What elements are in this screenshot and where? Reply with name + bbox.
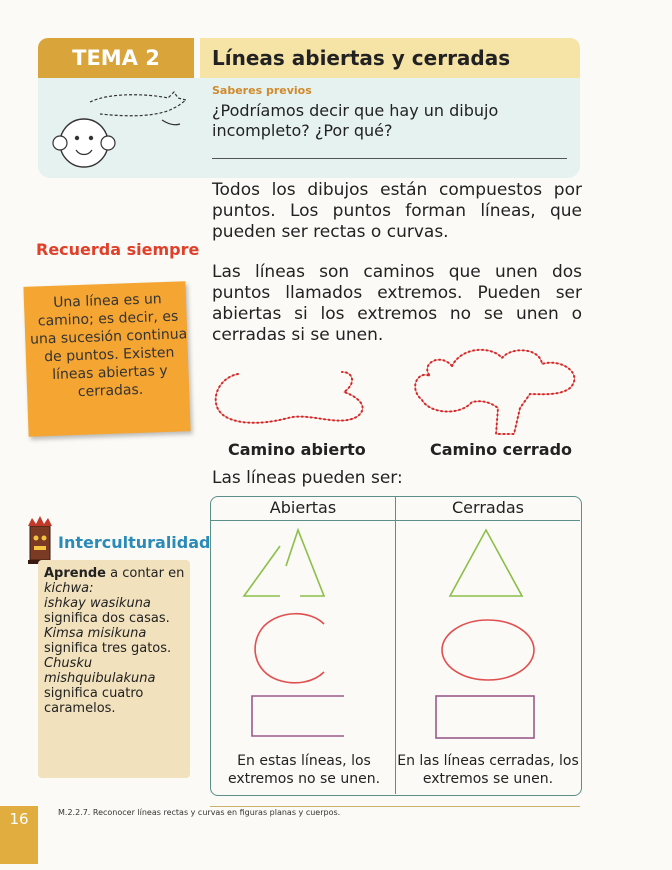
lines-intro: Las líneas pueden ser: bbox=[212, 468, 403, 488]
closed-ellipse bbox=[442, 620, 534, 680]
column-header-abiertas: Abiertas bbox=[269, 498, 337, 517]
tema-label: TEMA 2 bbox=[72, 46, 160, 70]
page-number: 16 bbox=[9, 810, 29, 828]
camino-abierto-label: Camino abierto bbox=[228, 440, 366, 459]
closed-path-drawing bbox=[400, 344, 590, 440]
interculturalidad-text bbox=[44, 566, 190, 716]
inter-lead-bold: Aprende bbox=[44, 566, 106, 581]
caption-abiertas: En estas líneas, los extremos no se unen. bbox=[227, 753, 381, 787]
closed-shapes bbox=[426, 526, 546, 748]
page-title: Líneas abiertas y cerradas bbox=[212, 46, 511, 70]
inter-p1-italic: ishkay wasikuna bbox=[44, 596, 151, 611]
saberes-question: ¿Podríamos decir que hay un dibujo incompleto? ¿Por qué? bbox=[212, 101, 499, 140]
open-shapes bbox=[240, 526, 360, 748]
monkey-pigeon-icon bbox=[50, 88, 200, 176]
inter-p3-italic: Chusku mishquibulakuna bbox=[44, 656, 156, 686]
open-triangle bbox=[244, 530, 324, 596]
closed-rectangle bbox=[436, 696, 534, 738]
inter-lead-rest: a contar en bbox=[105, 566, 185, 581]
definition-paragraph: Las líneas son caminos que unen dos puntos llamados extremos. Pueden ser abiertas si los extremos no se unen o cerradas si se unen. bbox=[212, 262, 582, 345]
recuerda-title: Recuerda siempre bbox=[36, 240, 200, 259]
table-header-divider bbox=[210, 520, 580, 521]
table-divider bbox=[395, 496, 396, 794]
saberes-label: Saberes previos bbox=[212, 84, 312, 97]
inter-p1-rest: significa dos casas. bbox=[44, 611, 170, 626]
camino-cerrado-label: Camino cerrado bbox=[430, 440, 573, 459]
footer-line bbox=[210, 806, 580, 807]
interculturalidad-title: Interculturalidad bbox=[58, 533, 211, 552]
column-header-cerradas: Cerradas bbox=[452, 498, 524, 517]
answer-line bbox=[212, 158, 567, 159]
open-rectangle bbox=[252, 696, 344, 736]
inter-p2-italic: Kimsa misikuna bbox=[44, 626, 147, 641]
footer-skill: M.2.2.7. Reconocer líneas rectas y curvas en figuras planas y cuerpos. bbox=[58, 808, 341, 817]
intro-paragraph: Todos los dibujos están compuestos por puntos. Los puntos forman líneas, que pueden ser rectas o curvas. bbox=[212, 180, 582, 242]
inter-p3-rest: significa cuatro caramelos. bbox=[44, 686, 144, 716]
closed-triangle bbox=[450, 530, 522, 596]
caption-cerradas: En las líneas cerradas, los extremos se unen. bbox=[397, 753, 579, 787]
inter-lang: kichwa: bbox=[44, 581, 94, 596]
open-circle bbox=[255, 614, 324, 683]
totem-icon bbox=[22, 516, 58, 566]
open-path-drawing bbox=[206, 366, 376, 438]
recuerda-text: Una línea es un camino; es decir, es una sucesión continua de puntos. Existen líneas abiertas y cerradas. bbox=[29, 291, 188, 401]
inter-p2-rest: significa tres gatos. bbox=[44, 641, 172, 656]
